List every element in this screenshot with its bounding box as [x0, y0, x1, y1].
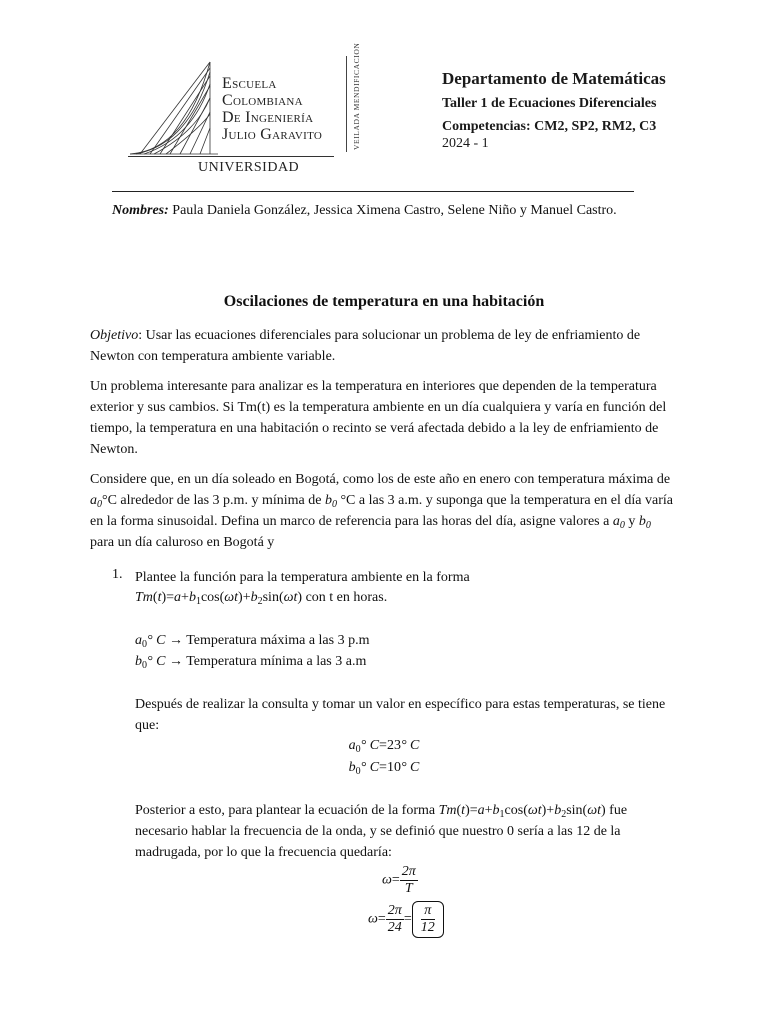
logo-curve-graphic: [126, 58, 218, 158]
names-line: [112, 200, 712, 221]
university-logo: [126, 58, 356, 178]
b0-symbol-2: $b_0$: [638, 514, 651, 531]
names-label: Nombres:: [112, 203, 169, 218]
logo-line-2: Colombiana: [222, 92, 303, 109]
boxed-result: [412, 901, 444, 938]
logo-vertical-rule: [346, 56, 347, 152]
omega2-den: 24: [387, 920, 402, 935]
document-title: Oscilaciones de temperatura en una habitación: [223, 293, 545, 310]
objective-text: : Usar las ecuaciones diferenciales para solucionar un problema de ley de enfriamiento de Newton con temperatura ambiente variable.: [90, 328, 641, 364]
a0-symbol: $a_0$: [90, 493, 102, 510]
def-min-text: Temperatura mínima a las 3 a.m: [186, 654, 367, 669]
omega3-den: 12: [420, 920, 435, 935]
posterior-text-1: Posterior a esto, para plantear la ecuación de la forma: [135, 803, 439, 818]
def-max-line: $a_0^\circ$ C → Temperatura máxima a las 3 p.m: [135, 633, 370, 650]
conditions-text-4: y: [624, 514, 639, 529]
logo-university-label: UNIVERSIDAD: [198, 160, 300, 175]
objective-paragraph: [90, 325, 678, 367]
objective-label: Objetivo: [90, 328, 139, 343]
omega3-num: π: [421, 903, 435, 920]
intro-paragraph: Un problema interesante para analizar es la temperatura en interiores que dependen de la temperatura exterior y sus cambios. Si Tm(t) es la temperatura ambiente en un día cualquiera y varía en función del tiempo, la temperatura en una habitación o recinto se verá afectada debido a la ley de enfriamiento de Newton.: [90, 379, 667, 457]
omega-den: T: [404, 881, 413, 896]
ambient-temp-formula: Tm: [135, 590, 153, 605]
logo-line-3: De Ingeniería: [222, 109, 314, 126]
conditions-text-3: °C a las 3 a.m. y suponga que la temperatura en el día varía en la forma sinusoidal. Defina un marco de referencia para las horas del día, asigne valores a: [90, 493, 673, 529]
logo-line-1: Escuela: [222, 75, 277, 92]
conditions-paragraph: [90, 469, 678, 553]
item1-line2-suffix: con t en horas.: [302, 590, 388, 605]
conditions-text-2: °C alrededor de las 3 p.m. y mínima de: [102, 493, 325, 508]
def-max-text: Temperatura máxima a las 3 p.m: [186, 633, 370, 648]
omega2-num: 2π: [387, 903, 402, 918]
b0-symbol: $b_0$: [324, 493, 337, 510]
item-number: 1.: [112, 567, 123, 582]
omega-equation-1: ω= $\frac{2\pi}{T}$: [382, 864, 416, 896]
workshop-title: Taller 1 de Ecuaciones Diferenciales: [442, 96, 657, 111]
competencies: Competencias: CM2, SP2, RM2, C3: [442, 119, 657, 134]
period: 2024 - 1: [442, 136, 489, 151]
logo-divider: [128, 156, 334, 157]
header-rule: [112, 191, 634, 192]
a0-symbol-2: $a_0$: [612, 514, 625, 531]
posterior-text-2: fue necesario hablar la frecuencia de la onda, y se definió que nuestro 0 sería a las 12 de la madrugada, por lo que la frecuencia quedaría:: [135, 803, 628, 860]
omega-num: 2π: [401, 864, 416, 879]
eq-a0-value-line: $a_0^\circ$ C=23° C: [348, 738, 420, 755]
omega-equation-2: ω= $\frac{2\pi}{24}$ = $\frac{\pi}{12}$: [368, 901, 444, 938]
item1-formula-line: $Tm(t)=a+b_1\cos(\omega t)+b_2\sin(\omega t)$ con t en horas.: [135, 590, 388, 607]
names-value: Paula Daniela González, Jessica Ximena Castro, Selene Niño y Manuel Castro.: [172, 203, 617, 218]
def-min-line: $b_0^\circ$ C → Temperatura mínima a las 3 a.m: [135, 654, 367, 671]
logo-vertical-text: VEILADA MENDIFICACION: [352, 42, 361, 150]
eq-a0-value: 23: [386, 738, 401, 753]
posterior-paragraph: Posterior a esto, para plantear la ecuación de la forma $Tm(t)=a+b_1\cos(\omega t)+b_2\sin(\omega t)$ fue necesario hablar la frecuencia de la onda, y se definió que nuestro 0 sería a las 12 de la madrugada, por lo que la frecuencia quedaría:: [135, 803, 628, 860]
logo-line-4: Julio Garavito: [222, 126, 323, 143]
eq-b0-value-line: $b_0^\circ$ C=10° C: [348, 760, 420, 777]
department-title: Departamento de Matemáticas: [442, 69, 666, 88]
eq-b0-value: 10: [386, 760, 401, 775]
conditions-text-1: Considere que, en un día soleado en Bogotá, como los de este año en enero con temperatura máxima de: [90, 472, 671, 487]
conditions-text-5: para un día caluroso en Bogotá y: [90, 535, 275, 550]
consult-paragraph: Después de realizar la consulta y tomar un valor en específico para estas temperaturas, se tiene que:: [135, 697, 666, 733]
item1-line1: Plantee la función para la temperatura ambiente en la forma: [135, 570, 470, 585]
